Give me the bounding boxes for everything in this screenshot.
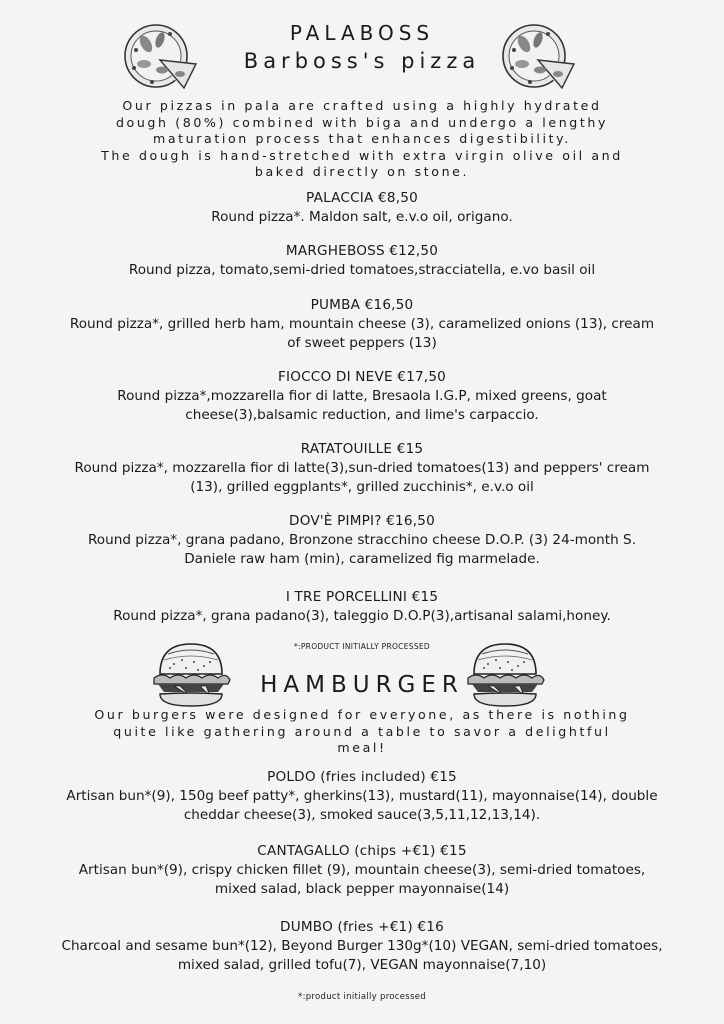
item-description: Round pizza, tomato,semi-dried tomatoes,stracciatella, e.vo basil oil: [128, 262, 596, 278]
burger-footnote: *:product initially processed: [298, 992, 426, 1002]
item-description: Round pizza*, mozzarella fior di latte(3),sun-dried tomatoes(13) and peppers' cream: [74, 460, 650, 476]
pizza-footnote: *:PRODUCT INITIALLY PROCESSED: [293, 642, 430, 651]
pizza-intro-text: [30, 98, 694, 181]
intro-line: meal!: [337, 740, 387, 756]
menu-item-pumba: [30, 296, 694, 353]
item-name: CANTAGALLO (chips +€1) €15: [257, 843, 467, 859]
pizza-illustration-icon: [500, 20, 576, 92]
intro-line: baked directly on stone.: [254, 164, 470, 180]
item-name: MARGHEBOSS €12,50: [285, 243, 439, 259]
intro-line: maturation process that enhances digestibility.: [152, 131, 572, 147]
item-description: (13), grilled eggplants*, grilled zucchinis*, e.v.o oil: [190, 479, 534, 495]
item-description: Round pizza*, grana padano(3), taleggio D.O.P(3),artisanal salami,honey.: [113, 608, 611, 624]
item-description: Round pizza*, grana padano, Bronzone stracchino cheese D.O.P. (3) 24-month S.: [87, 532, 637, 548]
burger-section-title: HAMBURGER: [260, 672, 464, 698]
item-description: Artisan bun*(9), 150g beef patty*, gherkins(13), mustard(11), mayonnaise(14), double: [66, 788, 658, 804]
intro-line: Our burgers were designed for everyone, as there is nothing: [94, 707, 630, 722]
item-description: mixed salad, black pepper mayonnaise(14): [214, 881, 510, 897]
menu-item-margheboss: [30, 242, 694, 280]
item-description: cheese(3),balsamic reduction, and lime's carpaccio.: [185, 407, 539, 423]
restaurant-name: PALABOSS: [289, 21, 435, 45]
intro-line: Our pizzas in pala are crafted using a highly hydrated: [122, 98, 602, 113]
burger-intro-text: [30, 707, 694, 757]
menu-item-i-tre-porcellini: [30, 588, 694, 626]
menu-item-fiocco-di-neve: [30, 368, 694, 425]
item-name: I TRE PORCELLINI €15: [285, 589, 439, 605]
intro-line: The dough is hand-stretched with extra virgin olive oil and: [101, 147, 623, 163]
menu-item-palaccia: [30, 189, 694, 227]
item-description: Daniele raw ham (min), caramelized fig marmelade.: [184, 551, 540, 567]
item-name: DUMBO (fries +€1) €16: [280, 919, 444, 935]
item-description: Round pizza*, grilled herb ham, mountain cheese (3), caramelized onions (13), cream: [69, 316, 655, 332]
item-description: Round pizza*. Maldon salt, e.v.o oil, origano.: [211, 209, 513, 225]
item-description: mixed salad, grilled tofu(7), VEGAN mayonnaise(7,10): [177, 957, 547, 973]
item-name: DOV'È PIMPI? €16,50: [289, 513, 435, 529]
item-name: RATATOUILLE €15: [300, 441, 424, 457]
item-description: Round pizza*,mozzarella fior di latte, Bresaola I.G.P, mixed greens, goat: [117, 388, 607, 404]
item-description: of sweet peppers (13): [287, 335, 437, 351]
item-name: PALACCIA €8,50: [306, 190, 418, 206]
menu-item-dove-pimpi: [30, 512, 694, 569]
menu-item-ratatouille: [30, 440, 694, 497]
intro-line: quite like gathering around a table to savor a delightful: [113, 723, 611, 739]
menu-item-dumbo: [30, 918, 694, 975]
menu-item-cantagallo: [30, 842, 694, 899]
item-name: FIOCCO DI NEVE €17,50: [277, 369, 447, 385]
item-description: Artisan bun*(9), crispy chicken fillet (9), mountain cheese(3), semi-dried tomatoes,: [78, 862, 646, 878]
menu-item-poldo: [30, 768, 694, 825]
item-name: POLDO (fries included) €15: [267, 769, 457, 785]
pizza-header: [0, 18, 724, 98]
intro-line: dough (80%) combined with biga and undergo a lengthy: [115, 114, 609, 130]
restaurant-subtitle: Barboss's pizza: [243, 49, 481, 73]
burger-header: [0, 640, 724, 710]
item-description: Charcoal and sesame bun*(12), Beyond Burger 130g*(10) VEGAN, semi-dried tomatoes,: [61, 938, 663, 954]
item-description: cheddar cheese(3), smoked sauce(3,5,11,12,13,14).: [183, 807, 541, 823]
burger-illustration-icon: [464, 640, 546, 710]
item-name: PUMBA €16,50: [310, 297, 414, 313]
